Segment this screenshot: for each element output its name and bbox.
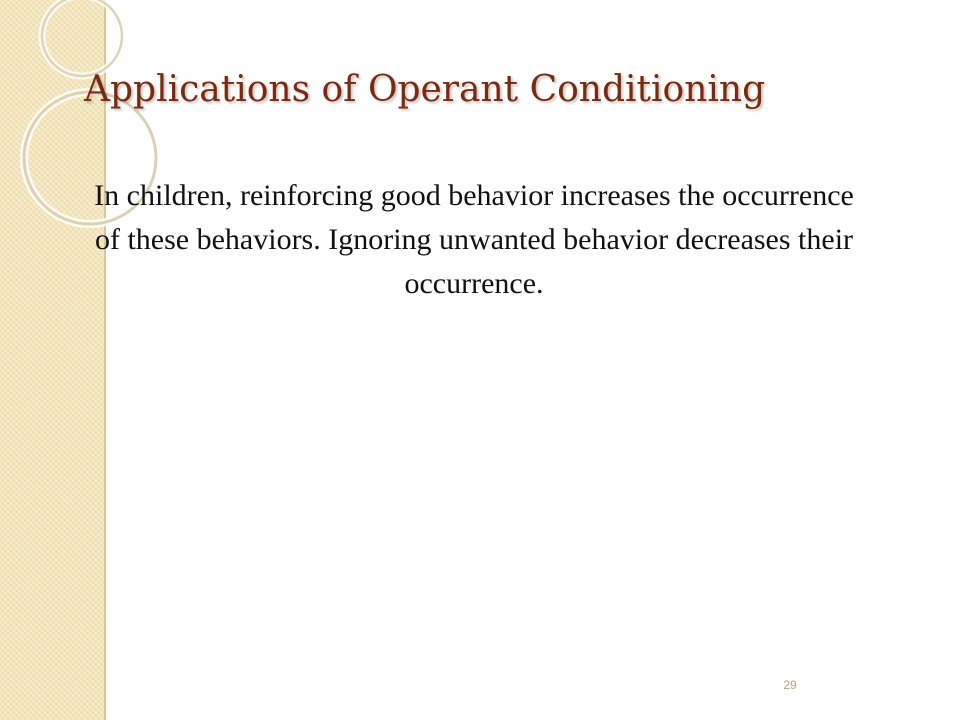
slide-title: Applications of Operant Conditioning: [84, 69, 766, 110]
slide-body-text: In children, reinforcing good behavior increases the occurrence of these behaviors. Ignoring unwanted behavior decreases their occurrence.: [94, 179, 854, 300]
page-number: 29: [783, 678, 797, 692]
